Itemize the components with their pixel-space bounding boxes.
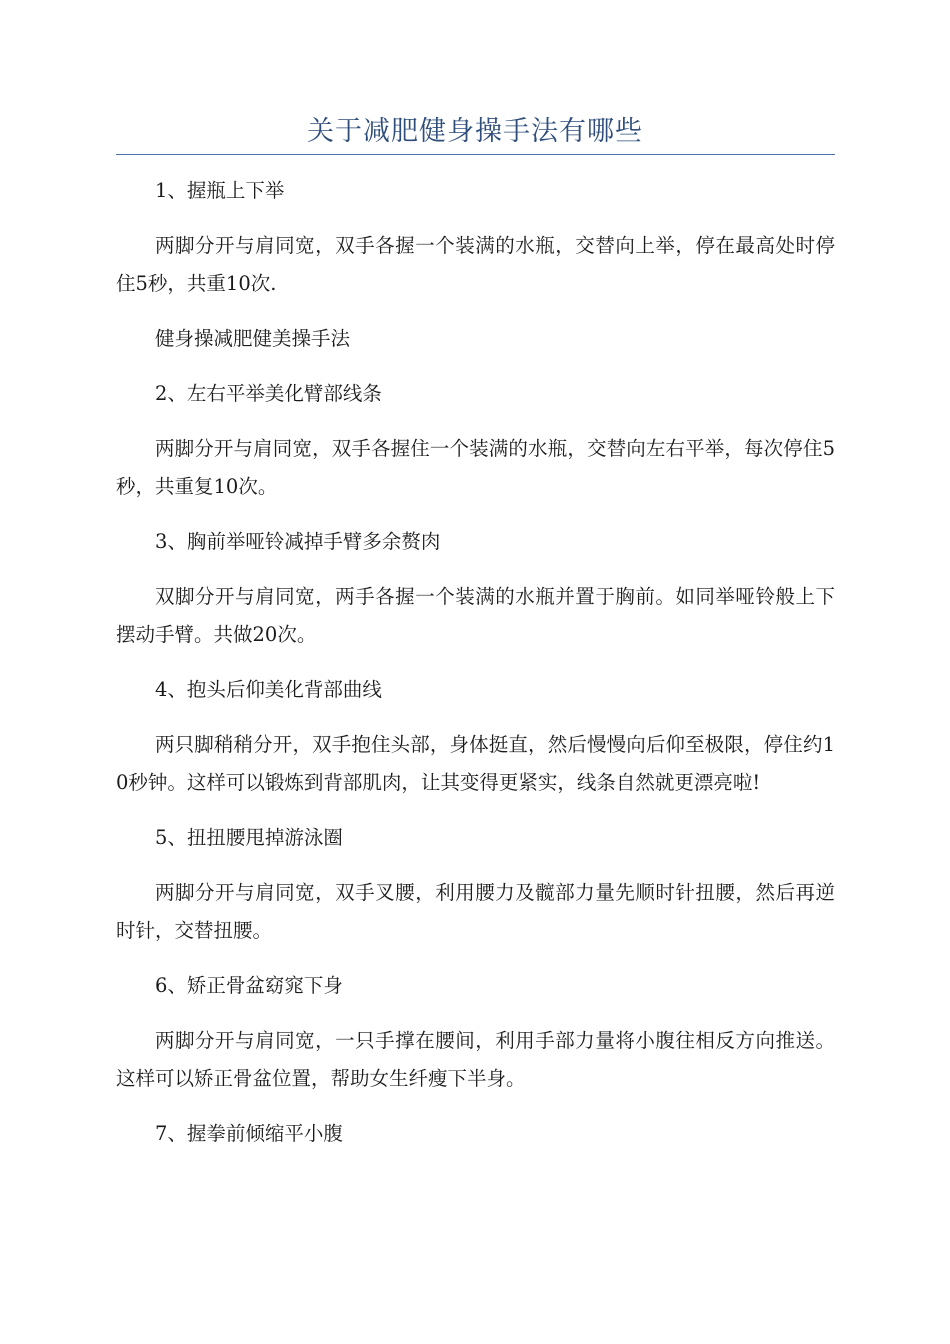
paragraph-item-6: 两脚分开与肩同宽，一只手撑在腰间，利用手部力量将小腹往相反方向推送。这样可以矫正骨盆位置，帮助女生纤瘦下半身。	[116, 1029, 835, 1090]
heading-item-4: 4、抱头后仰美化背部曲线	[155, 678, 382, 701]
heading-item-3: 3、胸前举哑铃减掉手臂多余赘肉	[155, 530, 441, 553]
paragraph-item-2: 两脚分开与肩同宽，双手各握住一个装满的水瓶，交替向左右平举，每次停住5秒，共重复10次。	[116, 437, 835, 498]
heading-item-1: 1、握瓶上下举	[155, 179, 285, 202]
paragraph-item-3: 双脚分开与肩同宽，两手各握一个装满的水瓶并置于胸前。如同举哑铃般上下摆动手臂。共做20次。	[116, 585, 835, 646]
heading-item-5: 5、扭扭腰甩掉游泳圈	[155, 826, 343, 849]
document-body	[116, 172, 835, 1170]
paragraph-item-5: 两脚分开与肩同宽，双手叉腰，利用腰力及髋部力量先顺时针扭腰，然后再逆时针，交替扭腰。	[116, 881, 835, 942]
heading-item-2: 2、左右平举美化臂部线条	[155, 382, 382, 405]
heading-item-7: 7、握拳前倾缩平小腹	[155, 1122, 343, 1145]
document-title: 关于减肥健身操手法有哪些	[307, 116, 643, 147]
heading-item-6: 6、矫正骨盆窈窕下身	[155, 974, 343, 997]
paragraph-item-1: 两脚分开与肩同宽，双手各握一个装满的水瓶，交替向上举，停在最高处时停住5秒，共重10次.	[116, 234, 835, 295]
paragraph-item-4: 两只脚稍稍分开，双手抱住头部，身体挺直，然后慢慢向后仰至极限，停住约10秒钟。这样可以锻炼到背部肌肉，让其变得更紧实，线条自然就更漂亮啦!	[116, 733, 835, 794]
subtitle-line: 健身操减肥健美操手法	[155, 327, 351, 350]
title-underline	[116, 154, 835, 155]
